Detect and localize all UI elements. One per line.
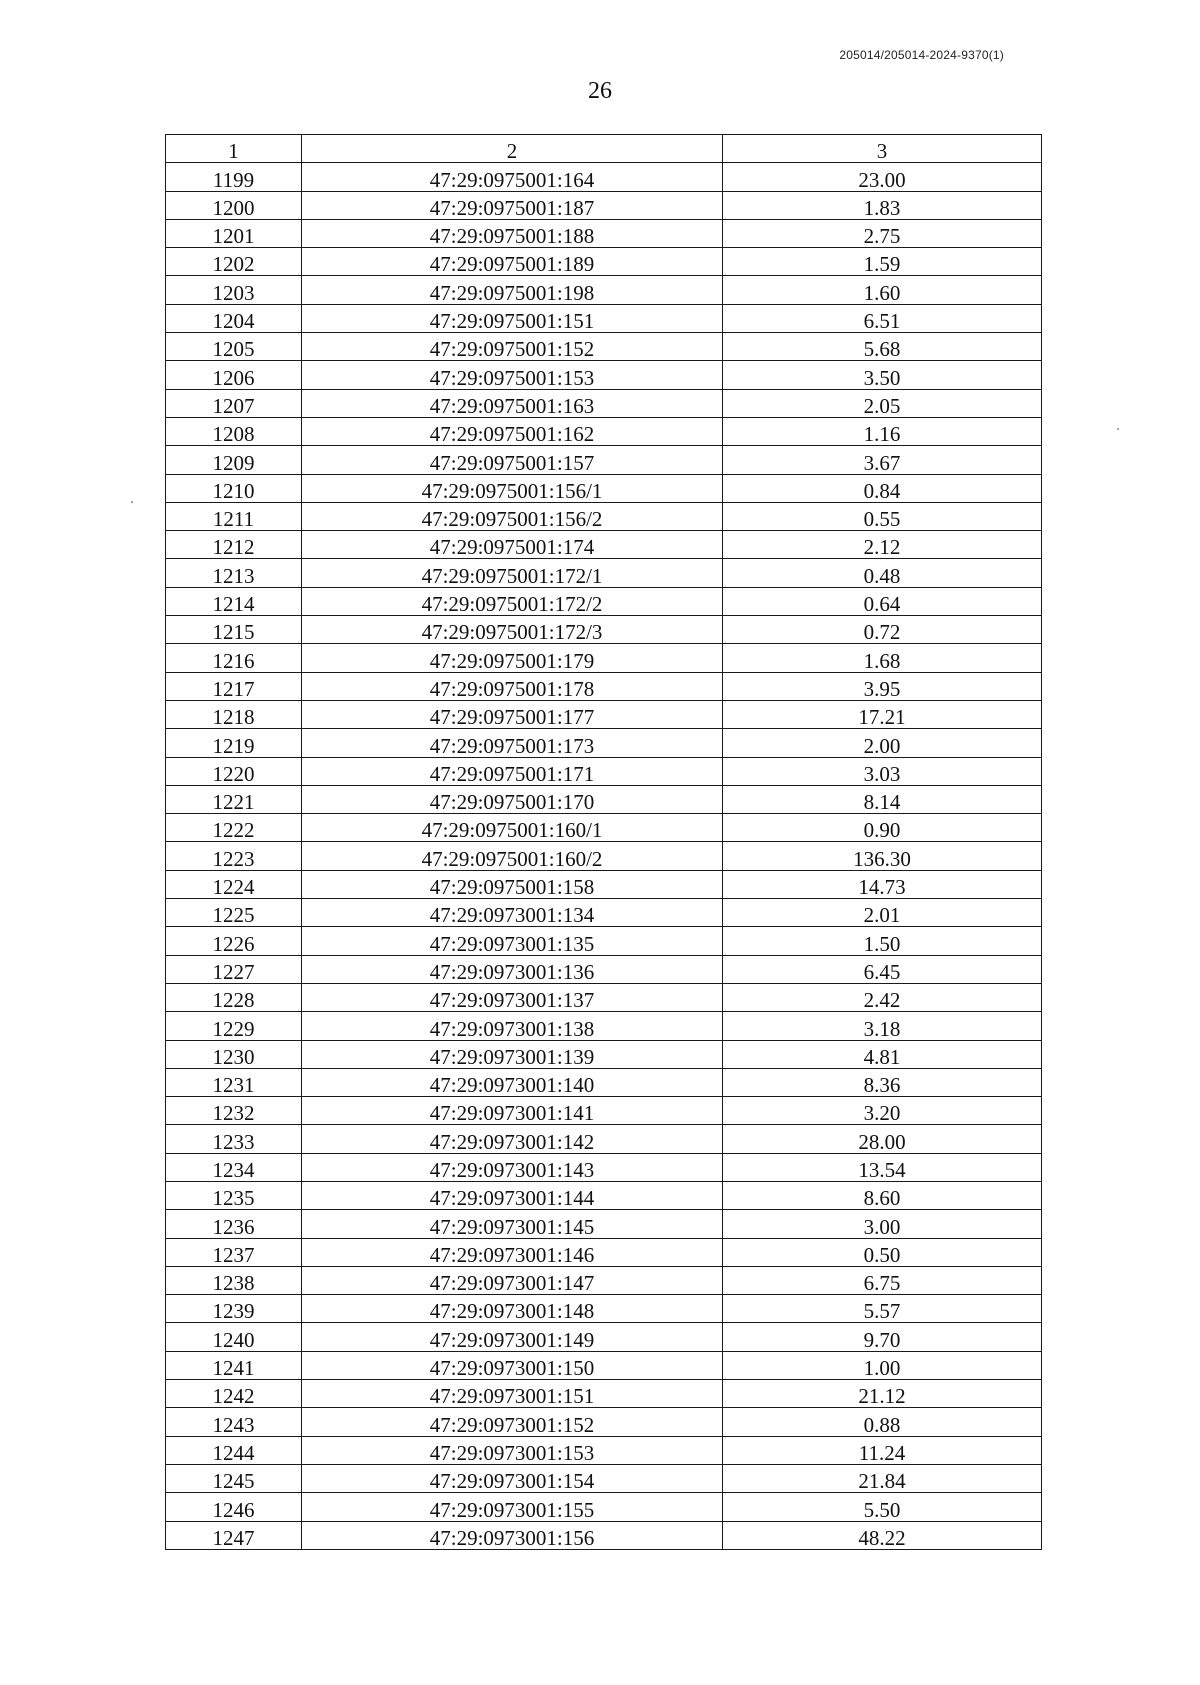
row-number-cell: 1209	[166, 446, 302, 474]
area-value-cell: 21.12	[723, 1380, 1042, 1408]
table-row	[166, 1266, 1042, 1294]
row-number-cell: 1245	[166, 1464, 302, 1492]
area-value-cell: 14.73	[723, 870, 1042, 898]
row-number-cell: 1229	[166, 1012, 302, 1040]
table-row	[166, 814, 1042, 842]
row-number-cell: 1212	[166, 531, 302, 559]
table-row	[166, 417, 1042, 445]
page-number: 26	[588, 78, 612, 104]
cadastral-number-cell: 47:29:0973001:139	[302, 1040, 723, 1068]
row-number-cell: 1222	[166, 814, 302, 842]
cadastral-number-cell: 47:29:0975001:170	[302, 785, 723, 813]
cadastral-number-cell: 47:29:0975001:189	[302, 248, 723, 276]
table-row	[166, 1493, 1042, 1521]
table-row	[166, 842, 1042, 870]
table-row	[166, 1238, 1042, 1266]
table-row	[166, 700, 1042, 728]
cadastral-number-cell: 47:29:0975001:156/1	[302, 474, 723, 502]
row-number-cell: 1226	[166, 927, 302, 955]
table-row	[166, 1181, 1042, 1209]
table-row	[166, 219, 1042, 247]
table-row	[166, 1210, 1042, 1238]
cadastral-number-cell: 47:29:0973001:141	[302, 1097, 723, 1125]
area-value-cell: 0.64	[723, 587, 1042, 615]
area-value-cell: 1.83	[723, 191, 1042, 219]
table-row	[166, 276, 1042, 304]
cadastral-number-cell: 47:29:0975001:153	[302, 361, 723, 389]
table-row	[166, 1068, 1042, 1096]
row-number-cell: 1207	[166, 389, 302, 417]
table-row	[166, 870, 1042, 898]
area-value-cell: 6.51	[723, 304, 1042, 332]
row-number-cell: 1219	[166, 729, 302, 757]
table-row	[166, 446, 1042, 474]
table-row	[166, 502, 1042, 530]
document-id: 205014/205014-2024-9370(1)	[839, 48, 1004, 62]
cadastral-number-cell: 47:29:0975001:157	[302, 446, 723, 474]
cadastral-number-cell: 47:29:0973001:153	[302, 1436, 723, 1464]
area-value-cell: 3.03	[723, 757, 1042, 785]
area-value-cell: 0.50	[723, 1238, 1042, 1266]
table-row	[166, 1380, 1042, 1408]
area-value-cell: 1.50	[723, 927, 1042, 955]
area-value-cell: 2.12	[723, 531, 1042, 559]
table-row	[166, 955, 1042, 983]
area-value-cell: 2.01	[723, 899, 1042, 927]
row-number-cell: 1244	[166, 1436, 302, 1464]
row-number-cell: 1224	[166, 870, 302, 898]
table-row	[166, 983, 1042, 1011]
cadastral-number-cell: 47:29:0975001:152	[302, 333, 723, 361]
table-row	[166, 361, 1042, 389]
table-row	[166, 531, 1042, 559]
cadastral-number-cell: 47:29:0975001:188	[302, 219, 723, 247]
cadastral-number-cell: 47:29:0975001:172/2	[302, 587, 723, 615]
row-number-cell: 1215	[166, 616, 302, 644]
row-number-cell: 1235	[166, 1181, 302, 1209]
area-value-cell: 1.16	[723, 417, 1042, 445]
table-row	[166, 1153, 1042, 1181]
row-number-cell: 1208	[166, 417, 302, 445]
cadastral-number-cell: 47:29:0975001:177	[302, 700, 723, 728]
row-number-cell: 1217	[166, 672, 302, 700]
cadastral-number-cell: 47:29:0975001:173	[302, 729, 723, 757]
area-value-cell: 1.68	[723, 644, 1042, 672]
area-value-cell: 3.67	[723, 446, 1042, 474]
scan-speck	[131, 501, 133, 503]
cadastral-number-cell: 47:29:0973001:142	[302, 1125, 723, 1153]
table-row	[166, 1040, 1042, 1068]
row-number-cell: 1218	[166, 700, 302, 728]
row-number-cell: 1220	[166, 757, 302, 785]
table-row	[166, 1125, 1042, 1153]
area-value-cell: 3.50	[723, 361, 1042, 389]
cadastral-number-cell: 47:29:0975001:174	[302, 531, 723, 559]
row-number-cell: 1230	[166, 1040, 302, 1068]
table-row	[166, 1436, 1042, 1464]
cadastral-number-cell: 47:29:0973001:151	[302, 1380, 723, 1408]
table-header-row	[166, 135, 1042, 163]
table-row	[166, 1097, 1042, 1125]
table-row	[166, 163, 1042, 191]
table-row	[166, 1323, 1042, 1351]
area-value-cell: 2.42	[723, 983, 1042, 1011]
area-value-cell: 3.95	[723, 672, 1042, 700]
area-value-cell: 1.00	[723, 1351, 1042, 1379]
cadastral-number-cell: 47:29:0973001:156	[302, 1521, 723, 1549]
cadastral-number-cell: 47:29:0975001:158	[302, 870, 723, 898]
column-header: 1	[166, 135, 302, 163]
table-row	[166, 389, 1042, 417]
cadastral-number-cell: 47:29:0975001:160/2	[302, 842, 723, 870]
row-number-cell: 1239	[166, 1295, 302, 1323]
cadastral-number-cell: 47:29:0975001:156/2	[302, 502, 723, 530]
area-value-cell: 2.00	[723, 729, 1042, 757]
table-row	[166, 474, 1042, 502]
table-row	[166, 1521, 1042, 1549]
cadastral-number-cell: 47:29:0973001:134	[302, 899, 723, 927]
row-number-cell: 1227	[166, 955, 302, 983]
area-value-cell: 0.48	[723, 559, 1042, 587]
row-number-cell: 1241	[166, 1351, 302, 1379]
cadastral-number-cell: 47:29:0973001:155	[302, 1493, 723, 1521]
row-number-cell: 1211	[166, 502, 302, 530]
cadastral-number-cell: 47:29:0975001:172/1	[302, 559, 723, 587]
table-row	[166, 672, 1042, 700]
cadastral-number-cell: 47:29:0973001:146	[302, 1238, 723, 1266]
cadastral-number-cell: 47:29:0973001:138	[302, 1012, 723, 1040]
table-row	[166, 333, 1042, 361]
area-value-cell: 3.20	[723, 1097, 1042, 1125]
area-value-cell: 0.72	[723, 616, 1042, 644]
area-value-cell: 5.57	[723, 1295, 1042, 1323]
row-number-cell: 1236	[166, 1210, 302, 1238]
row-number-cell: 1221	[166, 785, 302, 813]
table-row	[166, 248, 1042, 276]
row-number-cell: 1231	[166, 1068, 302, 1096]
cadastral-number-cell: 47:29:0975001:172/3	[302, 616, 723, 644]
cadastral-number-cell: 47:29:0973001:136	[302, 955, 723, 983]
area-value-cell: 2.05	[723, 389, 1042, 417]
cadastral-number-cell: 47:29:0973001:135	[302, 927, 723, 955]
area-value-cell: 0.90	[723, 814, 1042, 842]
row-number-cell: 1237	[166, 1238, 302, 1266]
cadastral-number-cell: 47:29:0975001:164	[302, 163, 723, 191]
cadastral-number-cell: 47:29:0973001:154	[302, 1464, 723, 1492]
cadastral-number-cell: 47:29:0973001:147	[302, 1266, 723, 1294]
table-row	[166, 927, 1042, 955]
row-number-cell: 1201	[166, 219, 302, 247]
area-value-cell: 21.84	[723, 1464, 1042, 1492]
area-value-cell: 0.84	[723, 474, 1042, 502]
cadastral-number-cell: 47:29:0975001:171	[302, 757, 723, 785]
cadastral-number-cell: 47:29:0975001:178	[302, 672, 723, 700]
area-value-cell: 6.75	[723, 1266, 1042, 1294]
row-number-cell: 1223	[166, 842, 302, 870]
table-row	[166, 1464, 1042, 1492]
area-value-cell: 13.54	[723, 1153, 1042, 1181]
area-value-cell: 9.70	[723, 1323, 1042, 1351]
table-row	[166, 729, 1042, 757]
row-number-cell: 1243	[166, 1408, 302, 1436]
row-number-cell: 1203	[166, 276, 302, 304]
row-number-cell: 1225	[166, 899, 302, 927]
cadastral-number-cell: 47:29:0975001:162	[302, 417, 723, 445]
area-value-cell: 4.81	[723, 1040, 1042, 1068]
table-body	[166, 163, 1042, 1550]
cadastral-number-cell: 47:29:0973001:152	[302, 1408, 723, 1436]
row-number-cell: 1233	[166, 1125, 302, 1153]
row-number-cell: 1204	[166, 304, 302, 332]
table-row	[166, 559, 1042, 587]
area-value-cell: 28.00	[723, 1125, 1042, 1153]
row-number-cell: 1205	[166, 333, 302, 361]
row-number-cell: 1213	[166, 559, 302, 587]
row-number-cell: 1202	[166, 248, 302, 276]
table-row	[166, 899, 1042, 927]
area-value-cell: 1.59	[723, 248, 1042, 276]
area-value-cell: 136.30	[723, 842, 1042, 870]
table-row	[166, 1351, 1042, 1379]
area-value-cell: 11.24	[723, 1436, 1042, 1464]
area-value-cell: 0.88	[723, 1408, 1042, 1436]
cadastral-number-cell: 47:29:0973001:149	[302, 1323, 723, 1351]
area-value-cell: 8.60	[723, 1181, 1042, 1209]
area-value-cell: 8.14	[723, 785, 1042, 813]
cadastral-number-cell: 47:29:0975001:163	[302, 389, 723, 417]
area-value-cell: 3.18	[723, 1012, 1042, 1040]
row-number-cell: 1246	[166, 1493, 302, 1521]
area-value-cell: 17.21	[723, 700, 1042, 728]
data-table	[165, 134, 1042, 1550]
cadastral-number-cell: 47:29:0975001:198	[302, 276, 723, 304]
row-number-cell: 1238	[166, 1266, 302, 1294]
row-number-cell: 1247	[166, 1521, 302, 1549]
area-value-cell: 6.45	[723, 955, 1042, 983]
row-number-cell: 1232	[166, 1097, 302, 1125]
area-value-cell: 0.55	[723, 502, 1042, 530]
cadastral-number-cell: 47:29:0975001:151	[302, 304, 723, 332]
cadastral-number-cell: 47:29:0973001:150	[302, 1351, 723, 1379]
cadastral-number-cell: 47:29:0975001:187	[302, 191, 723, 219]
cadastral-number-cell: 47:29:0975001:179	[302, 644, 723, 672]
table-row	[166, 1408, 1042, 1436]
cadastral-number-cell: 47:29:0973001:140	[302, 1068, 723, 1096]
row-number-cell: 1199	[166, 163, 302, 191]
row-number-cell: 1240	[166, 1323, 302, 1351]
area-value-cell: 1.60	[723, 276, 1042, 304]
row-number-cell: 1214	[166, 587, 302, 615]
cadastral-number-cell: 47:29:0973001:143	[302, 1153, 723, 1181]
table-row	[166, 587, 1042, 615]
row-number-cell: 1216	[166, 644, 302, 672]
row-number-cell: 1228	[166, 983, 302, 1011]
cadastral-number-cell: 47:29:0973001:148	[302, 1295, 723, 1323]
cadastral-number-cell: 47:29:0973001:144	[302, 1181, 723, 1209]
table-row	[166, 191, 1042, 219]
cadastral-number-cell: 47:29:0975001:160/1	[302, 814, 723, 842]
row-number-cell: 1242	[166, 1380, 302, 1408]
area-value-cell: 3.00	[723, 1210, 1042, 1238]
column-header: 3	[723, 135, 1042, 163]
scan-speck	[1117, 428, 1119, 430]
area-value-cell: 5.68	[723, 333, 1042, 361]
area-value-cell: 8.36	[723, 1068, 1042, 1096]
row-number-cell: 1234	[166, 1153, 302, 1181]
column-header: 2	[302, 135, 723, 163]
area-value-cell: 2.75	[723, 219, 1042, 247]
table-row	[166, 304, 1042, 332]
table-row	[166, 616, 1042, 644]
cadastral-number-cell: 47:29:0973001:137	[302, 983, 723, 1011]
table-row	[166, 1012, 1042, 1040]
row-number-cell: 1206	[166, 361, 302, 389]
area-value-cell: 48.22	[723, 1521, 1042, 1549]
area-value-cell: 5.50	[723, 1493, 1042, 1521]
row-number-cell: 1200	[166, 191, 302, 219]
table-row	[166, 785, 1042, 813]
table-header	[166, 135, 1042, 163]
area-value-cell: 23.00	[723, 163, 1042, 191]
row-number-cell: 1210	[166, 474, 302, 502]
cadastral-number-cell: 47:29:0973001:145	[302, 1210, 723, 1238]
table-row	[166, 757, 1042, 785]
table-row	[166, 644, 1042, 672]
table-row	[166, 1295, 1042, 1323]
